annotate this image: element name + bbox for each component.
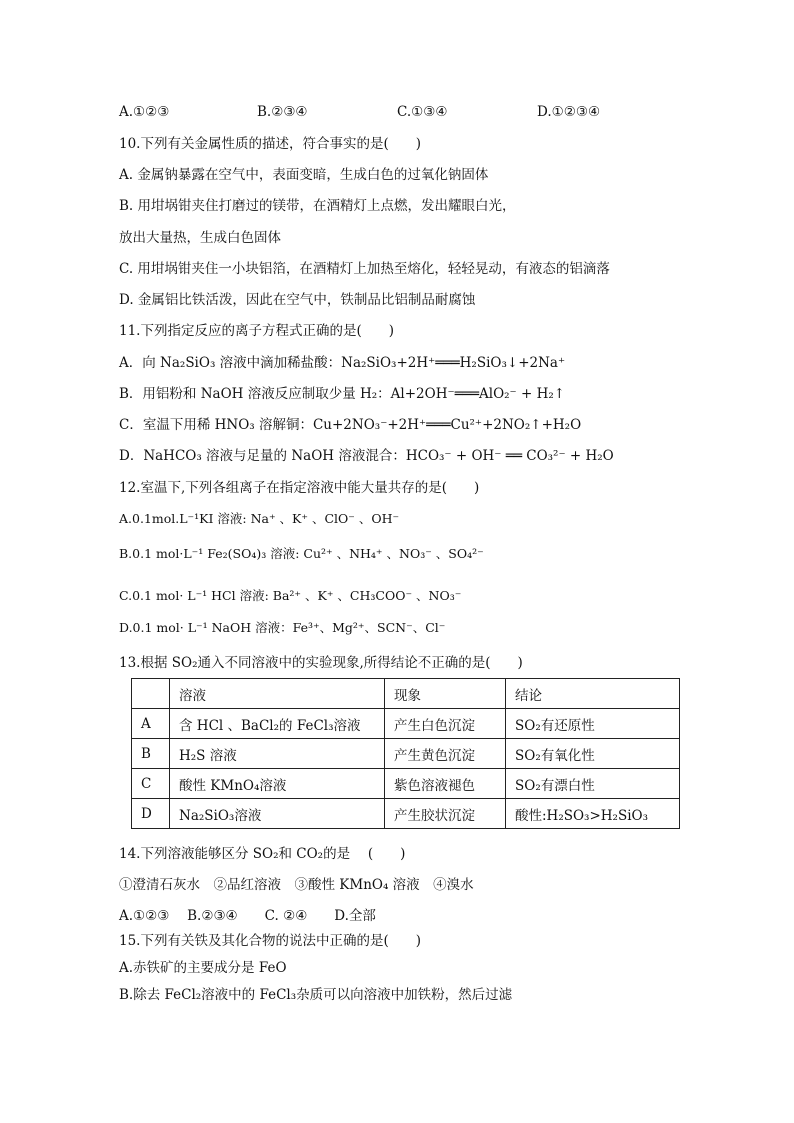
table-header-cell: 结论 [506, 679, 680, 709]
q9-option-b: B.②③④ [257, 104, 308, 120]
q14-stem: 14.下列溶液能够区分 SO₂和 CO₂的是 ( ) [119, 846, 406, 862]
table-cell: H₂S 溶液 [170, 739, 385, 769]
table-header-cell: 现象 [385, 679, 506, 709]
q9-option-c: C.①③④ [397, 104, 448, 120]
q10-option-b-line2: 放出大量热，生成白色固体 [119, 230, 281, 246]
q12-option-d: D.0.1 mol· L⁻¹ NaOH 溶液：Fe³⁺、Mg²⁺、SCN⁻、Cl⁻ [119, 620, 446, 635]
table-cell: 紫色溶液褪色 [385, 769, 506, 799]
q9-options [119, 103, 600, 121]
table-header-cell: 溶液 [170, 679, 385, 709]
q12-option-a: A.0.1mol.L⁻¹KI 溶液: Na⁺ 、K⁺ 、ClO⁻ 、OH⁻ [119, 511, 400, 526]
q12-stem: 12.室温下,下列各组离子在指定溶液中能大量共存的是( ) [119, 480, 480, 496]
table-cell: 产生黄色沉淀 [385, 739, 506, 769]
q13-stem: 13.根据 SO₂通入不同溶液中的实验现象,所得结论不正确的是( ) [119, 655, 523, 671]
q15-option-b: B.除去 FeCl₂溶液中的 FeCl₃杂质可以向溶液中加铁粉，然后过滤 [119, 987, 513, 1003]
table-cell: C [132, 769, 170, 799]
q12-option-b: B.0.1 mol·L⁻¹ Fe₂(SO₄)₃ 溶液: Cu²⁺ 、NH₄⁺ 、NO₃⁻ 、SO₄²⁻ [119, 546, 484, 561]
table-cell: 产生白色沉淀 [385, 709, 506, 739]
q10-option-d: D. 金属铝比铁活泼，因此在空气中，铁制品比铝制品耐腐蚀 [119, 292, 476, 308]
table-cell: Na₂SiO₃溶液 [170, 799, 385, 829]
q10-stem: 10.下列有关金属性质的描述，符合事实的是( ) [119, 136, 422, 152]
table-row [132, 739, 680, 769]
q9-option-a: A.①②③ [119, 104, 170, 120]
q14-items: ①澄清石灰水 ②品红溶液 ③酸性 KMnO₄ 溶液 ④溴水 [119, 877, 474, 893]
q13-table [131, 678, 680, 829]
q9-option-d: D.①②③④ [537, 104, 601, 120]
table-cell: D [132, 799, 170, 829]
q11-stem: 11.下列指定反应的离子方程式正确的是( ) [119, 323, 395, 339]
table-cell: 含 HCl 、BaCl₂的 FeCl₃溶液 [170, 709, 385, 739]
q15-stem: 15.下列有关铁及其化合物的说法中正确的是( ) [119, 933, 422, 949]
q15-option-a: A.赤铁矿的主要成分是 FeO [119, 960, 287, 976]
table-header-cell [132, 679, 170, 709]
table-cell: SO₂有漂白性 [506, 769, 680, 799]
q10-option-b-line1: B. 用坩埚钳夹住打磨过的镁带，在酒精灯上点燃，发出耀眼白光， [119, 198, 516, 214]
table-cell: SO₂有还原性 [506, 709, 680, 739]
table-cell: 酸性:H₂SO₃>H₂SiO₃ [506, 799, 680, 829]
q11-option-d: D．NaHCO₃ 溶液与足量的 NaOH 溶液混合：HCO₃⁻ + OH⁻ ══ CO₃²⁻ + H₂O [119, 448, 614, 464]
q11-option-a: A．向 Na₂SiO₃ 溶液中滴加稀盐酸：Na₂SiO₃+2H⁺═══H₂SiO₃↓+2Na⁺ [119, 355, 566, 371]
q10-option-c: C. 用坩埚钳夹住一小块铝箔，在酒精灯上加热至熔化，轻轻晃动，有液态的铝滴落 [119, 261, 610, 277]
table-cell: SO₂有氧化性 [506, 739, 680, 769]
table-cell: 酸性 KMnO₄溶液 [170, 769, 385, 799]
q14-options: A.①②③ B.②③④ C. ②④ D.全部 [119, 908, 376, 924]
table-row [132, 769, 680, 799]
table-cell: A [132, 709, 170, 739]
table-header-row [132, 679, 680, 709]
q10-option-a: A. 金属钠暴露在空气中，表面变暗，生成白色的过氧化钠固体 [119, 167, 489, 183]
q11-option-b: B．用铝粉和 NaOH 溶液反应制取少量 H₂：Al+2OH⁻═══AlO₂⁻ + H₂↑ [119, 386, 566, 402]
q12-option-c: C.0.1 mol· L⁻¹ HCl 溶液: Ba²⁺ 、K⁺ 、CH₃COO⁻ 、NO₃⁻ [119, 588, 462, 603]
table-cell: 产生胶状沉淀 [385, 799, 506, 829]
table-row [132, 709, 680, 739]
q11-option-c: C．室温下用稀 HNO₃ 溶解铜：Cu+2NO₃⁻+2H⁺═══Cu²⁺+2NO₂↑+H₂O [119, 417, 582, 433]
table-row [132, 799, 680, 829]
table-cell: B [132, 739, 170, 769]
